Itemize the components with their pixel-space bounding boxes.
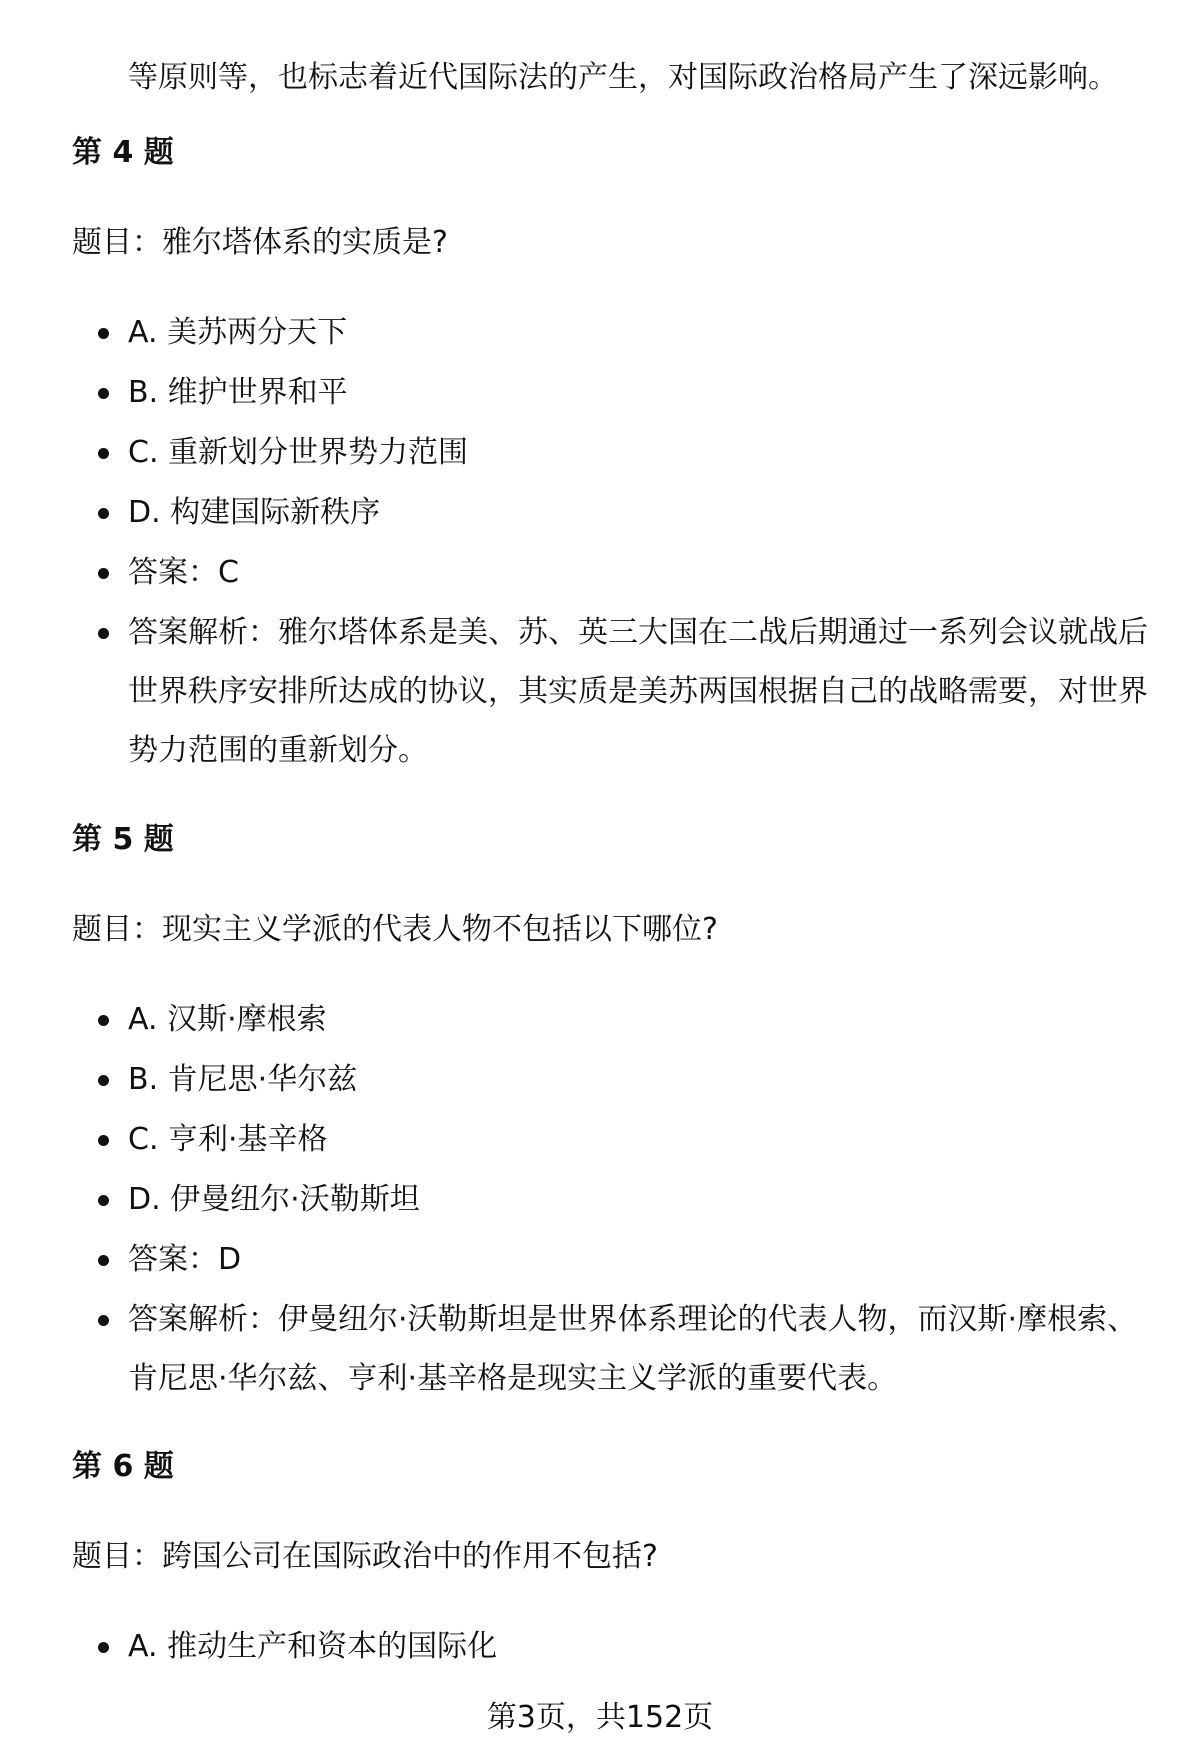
- page-number-footer: 第3页，共152页: [486, 1700, 714, 1735]
- bullet-icon: [98, 1315, 109, 1326]
- bullet-icon: [98, 448, 109, 459]
- question-4: [72, 133, 1162, 800]
- bullet-icon: [98, 328, 109, 339]
- analysis-item: [72, 1290, 1162, 1408]
- option-text: B. 肯尼思·华尔兹: [128, 1062, 358, 1097]
- option-item: [72, 1180, 1162, 1220]
- option-list: [72, 1627, 1162, 1667]
- option-text: D. 构建国际新秩序: [128, 495, 381, 530]
- option-text: C. 亨利·基辛格: [128, 1122, 328, 1157]
- option-item: [72, 1120, 1162, 1160]
- question-stem: 题目：雅尔塔体系的实质是?: [72, 225, 448, 260]
- option-text: D. 伊曼纽尔·沃勒斯坦: [128, 1182, 420, 1217]
- analysis-text: 答案解析：伊曼纽尔·沃勒斯坦是世界体系理论的代表人物，而汉斯·摩根索、肯尼思·华尔兹、亨利·基辛格是现实主义学派的重要代表。: [128, 1302, 1138, 1396]
- question-5: [72, 820, 1162, 1428]
- option-item: [72, 373, 1162, 413]
- option-item: [72, 1627, 1162, 1667]
- question-6: [72, 1447, 1162, 1687]
- option-item: [72, 1000, 1162, 1040]
- analysis-text: 答案解析：雅尔塔体系是美、苏、英三大国在二战后期通过一系列会议就战后世界秩序安排所达成的协议，其实质是美苏两国根据自己的战略需要，对世界势力范围的重新划分。: [128, 615, 1148, 768]
- option-text: A. 美苏两分天下: [128, 315, 348, 350]
- bullet-icon: [98, 1135, 109, 1146]
- option-item: [72, 493, 1162, 533]
- answer-text: 答案：D: [128, 1242, 242, 1277]
- option-text: B. 维护世界和平: [128, 375, 348, 410]
- bullet-icon: [98, 388, 109, 399]
- bullet-icon: [98, 568, 109, 579]
- continuation-paragraph: 等原则等，也标志着近代国际法的产生，对国际政治格局产生了深远影响。: [128, 60, 1118, 95]
- option-item: [72, 313, 1162, 353]
- question-heading: 第 5 题: [72, 822, 174, 857]
- question-stem: 题目：跨国公司在国际政治中的作用不包括?: [72, 1539, 658, 1574]
- bullet-icon: [98, 1642, 109, 1653]
- option-text: A. 汉斯·摩根索: [128, 1002, 327, 1037]
- bullet-icon: [98, 1255, 109, 1266]
- bullet-icon: [98, 1195, 109, 1206]
- option-item: [72, 433, 1162, 473]
- answer-item: [72, 553, 1162, 593]
- answer-item: [72, 1240, 1162, 1280]
- question-heading: 第 4 题: [72, 135, 174, 170]
- option-item: [72, 1060, 1162, 1100]
- bullet-icon: [98, 628, 109, 639]
- option-text: A. 推动生产和资本的国际化: [128, 1629, 498, 1664]
- question-heading: 第 6 题: [72, 1449, 174, 1484]
- answer-text: 答案：C: [128, 555, 239, 590]
- question-stem: 题目：现实主义学派的代表人物不包括以下哪位?: [72, 912, 718, 947]
- option-list: [72, 1000, 1162, 1408]
- bullet-icon: [98, 1015, 109, 1026]
- bullet-icon: [98, 1075, 109, 1086]
- option-list: [72, 313, 1162, 780]
- bullet-icon: [98, 508, 109, 519]
- analysis-item: [72, 603, 1162, 780]
- option-text: C. 重新划分世界势力范围: [128, 435, 469, 470]
